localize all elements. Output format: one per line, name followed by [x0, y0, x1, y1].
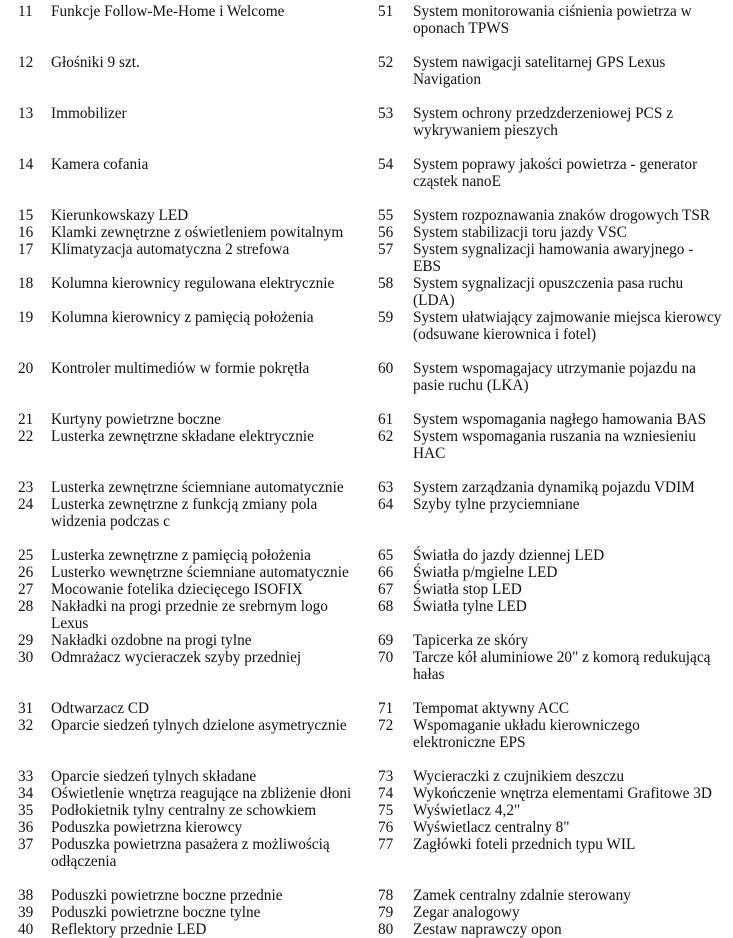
item-number: 63	[378, 479, 394, 496]
equipment-list	[0, 3, 725, 938]
item-number: 11	[18, 3, 33, 20]
item-number: 58	[378, 275, 394, 292]
list-row	[0, 428, 725, 479]
item-text: System poprawy jakości powietrza - generator cząstek nanoE	[413, 156, 698, 190]
item-number: 20	[18, 360, 34, 377]
item-text: Tempomat aktywny ACC	[413, 700, 570, 717]
list-row	[0, 207, 725, 224]
item-text: Zamek centralny zdalnie sterowany	[413, 887, 631, 904]
list-row	[0, 360, 725, 411]
item-text: Poduszka powietrzna pasażera z możliwością odłączenia	[51, 836, 330, 870]
item-text: System sygnalizacji opuszczenia pasa ruchu (LDA)	[413, 275, 684, 309]
list-row	[0, 411, 725, 428]
item-text: Oparcie siedzeń tylnych składane	[51, 768, 257, 785]
item-number: 25	[18, 547, 34, 564]
item-text: Nakładki na progi przednie ze srebrnym logo Lexus	[51, 598, 328, 632]
item-number: 77	[378, 836, 394, 853]
item-number: 74	[378, 785, 394, 802]
item-number: 75	[378, 802, 394, 819]
item-text: Lusterka zewnętrzne z pamięcią położenia	[51, 547, 311, 564]
item-text: Szyby tylne przyciemniane	[413, 496, 580, 513]
list-row	[0, 921, 725, 938]
list-row	[0, 105, 725, 156]
item-text: Podłokietnik tylny centralny ze schowkiem	[51, 802, 317, 819]
item-number: 35	[18, 802, 34, 819]
item-number: 68	[378, 598, 394, 615]
list-row	[0, 309, 725, 360]
item-text: System nawigacji satelitarnej GPS Lexus Navigation	[413, 54, 666, 88]
item-text: Lusterko wewnętrzne ściemniane automatycznie	[51, 564, 349, 581]
item-text: Oparcie siedzeń tylnych dzielone asymetrycznie	[51, 717, 347, 734]
item-number: 31	[18, 700, 34, 717]
item-text: System stabilizacji toru jazdy VSC	[413, 224, 627, 241]
item-number: 71	[378, 700, 394, 717]
item-text: Światła tylne LED	[413, 598, 527, 615]
item-number: 73	[378, 768, 394, 785]
item-text: Poduszki powietrzne boczne przednie	[51, 887, 283, 904]
item-number: 72	[378, 717, 394, 734]
list-row	[0, 819, 725, 836]
item-number: 67	[378, 581, 394, 598]
item-number: 36	[18, 819, 34, 836]
item-text: System rozpoznawania znaków drogowych TSR	[413, 207, 711, 224]
item-text: Kurtyny powietrzne boczne	[51, 411, 221, 428]
item-number: 70	[378, 649, 394, 666]
item-text: Lusterka zewnętrzne ściemniane automatycznie	[51, 479, 344, 496]
item-text: Głośniki 9 szt.	[51, 54, 140, 71]
item-number: 23	[18, 479, 34, 496]
item-number: 76	[378, 819, 394, 836]
item-text: Odmrażacz wycieraczek szyby przedniej	[51, 649, 302, 666]
item-number: 60	[378, 360, 394, 377]
item-text: System sygnalizacji hamowania awaryjnego - EBS	[413, 241, 694, 275]
item-number: 16	[18, 224, 34, 241]
item-text: Funkcje Follow-Me-Home i Welcome	[51, 3, 285, 20]
item-number: 66	[378, 564, 394, 581]
item-number: 30	[18, 649, 34, 666]
item-number: 38	[18, 887, 34, 904]
list-row	[0, 241, 725, 275]
item-text: Kontroler multimediów w formie pokrętła	[51, 360, 310, 377]
item-number: 22	[18, 428, 34, 445]
list-row	[0, 632, 725, 649]
item-number: 65	[378, 547, 394, 564]
list-row	[0, 717, 725, 768]
list-row	[0, 598, 725, 632]
list-row	[0, 156, 725, 207]
item-number: 55	[378, 207, 394, 224]
list-row	[0, 700, 725, 717]
item-text: Tapicerka ze skóry	[413, 632, 529, 649]
item-number: 32	[18, 717, 34, 734]
item-text: Wspomaganie układu kierowniczego elektroniczne EPS	[413, 717, 640, 751]
item-text: System wspomagajacy utrzymanie pojazdu na pasie ruchu (LKA)	[413, 360, 696, 394]
item-text: Poduszka powietrzna kierowcy	[51, 819, 243, 836]
item-text: System monitorowania ciśnienia powietrza w oponach TPWS	[413, 3, 692, 37]
item-number: 64	[378, 496, 394, 513]
item-number: 24	[18, 496, 34, 513]
list-row	[0, 547, 725, 564]
list-row	[0, 581, 725, 598]
item-number: 27	[18, 581, 34, 598]
item-number: 54	[378, 156, 394, 173]
item-text: Lusterka zewnętrzne składane elektrycznie	[51, 428, 314, 445]
item-text: Kolumna kierownicy regulowana elektrycznie	[51, 275, 335, 292]
item-text: Światła p/mgielne LED	[413, 564, 558, 581]
item-number: 12	[18, 54, 34, 71]
item-text: System wspomagania nagłego hamowania BAS	[413, 411, 707, 428]
item-text: Oświetlenie wnętrza reagujące na zbliżenie dłoni	[51, 785, 352, 802]
list-row	[0, 904, 725, 921]
item-number: 34	[18, 785, 34, 802]
item-text: System wspomagania ruszania na wzniesieniu HAC	[413, 428, 696, 462]
item-text: Kamera cofania	[51, 156, 149, 173]
list-row	[0, 768, 725, 785]
item-number: 62	[378, 428, 394, 445]
item-number: 52	[378, 54, 394, 71]
list-row	[0, 785, 725, 802]
list-row	[0, 224, 725, 241]
item-text: Wykończenie wnętrza elementami Grafitowe 3D	[413, 785, 712, 802]
item-text: Zegar analogowy	[413, 904, 520, 921]
item-number: 14	[18, 156, 34, 173]
item-number: 69	[378, 632, 394, 649]
item-text: Zestaw naprawczy opon	[413, 921, 562, 938]
item-text: Reflektory przednie LED	[51, 921, 207, 938]
item-number: 61	[378, 411, 394, 428]
item-number: 39	[18, 904, 34, 921]
item-number: 79	[378, 904, 394, 921]
list-row	[0, 836, 725, 887]
item-text: System ochrony przedzderzeniowej PCS z wykrywaniem pieszych	[413, 105, 673, 139]
item-number: 19	[18, 309, 34, 326]
item-number: 33	[18, 768, 34, 785]
item-text: Kolumna kierownicy z pamięcią położenia	[51, 309, 314, 326]
item-number: 28	[18, 598, 34, 615]
item-number: 26	[18, 564, 34, 581]
list-row	[0, 649, 725, 700]
item-text: Mocowanie fotelika dziecięcego ISOFIX	[51, 581, 303, 598]
item-number: 21	[18, 411, 34, 428]
item-text: Zagłówki foteli przednich typu WIL	[413, 836, 636, 853]
item-text: Tarcze kół aluminiowe 20" z komorą redukującą hałas	[413, 649, 711, 683]
item-number: 57	[378, 241, 394, 258]
item-number: 53	[378, 105, 394, 122]
list-row	[0, 275, 725, 309]
item-number: 29	[18, 632, 34, 649]
list-row	[0, 3, 725, 54]
list-row	[0, 564, 725, 581]
item-number: 37	[18, 836, 34, 853]
list-row	[0, 802, 725, 819]
item-text: Poduszki powietrzne boczne tylne	[51, 904, 261, 921]
item-number: 78	[378, 887, 394, 904]
item-number: 56	[378, 224, 394, 241]
item-text: Wyświetlacz 4,2"	[413, 802, 521, 819]
item-text: Klamki zewnętrzne z oświetleniem powitalnym	[51, 224, 344, 241]
item-text: Immobilizer	[51, 105, 127, 122]
list-row	[0, 54, 725, 105]
item-number: 80	[378, 921, 394, 938]
item-text: Odtwarzacz CD	[51, 700, 150, 717]
item-number: 59	[378, 309, 394, 326]
item-text: Wyświetlacz centralny 8"	[413, 819, 570, 836]
item-number: 15	[18, 207, 34, 224]
item-text: System ułatwiający zajmowanie miejsca kierowcy (odsuwane kierownica i fotel)	[413, 309, 722, 343]
item-number: 18	[18, 275, 34, 292]
list-row	[0, 496, 725, 547]
item-number: 13	[18, 105, 34, 122]
item-text: Klimatyzacja automatyczna 2 strefowa	[51, 241, 290, 258]
item-text: Światła stop LED	[413, 581, 522, 598]
list-row	[0, 479, 725, 496]
item-text: Lusterka zewnętrzne z funkcją zmiany pola widzenia podczas c	[51, 496, 318, 530]
item-text: Światła do jazdy dziennej LED	[413, 547, 605, 564]
item-text: Kierunkowskazy LED	[51, 207, 189, 224]
item-number: 40	[18, 921, 34, 938]
item-text: Nakładki ozdobne na progi tylne	[51, 632, 252, 649]
list-row	[0, 887, 725, 904]
item-number: 51	[378, 3, 394, 20]
item-text: Wycieraczki z czujnikiem deszczu	[413, 768, 624, 785]
item-number: 17	[18, 241, 34, 258]
item-text: System zarządzania dynamiką pojazdu VDIM	[413, 479, 695, 496]
